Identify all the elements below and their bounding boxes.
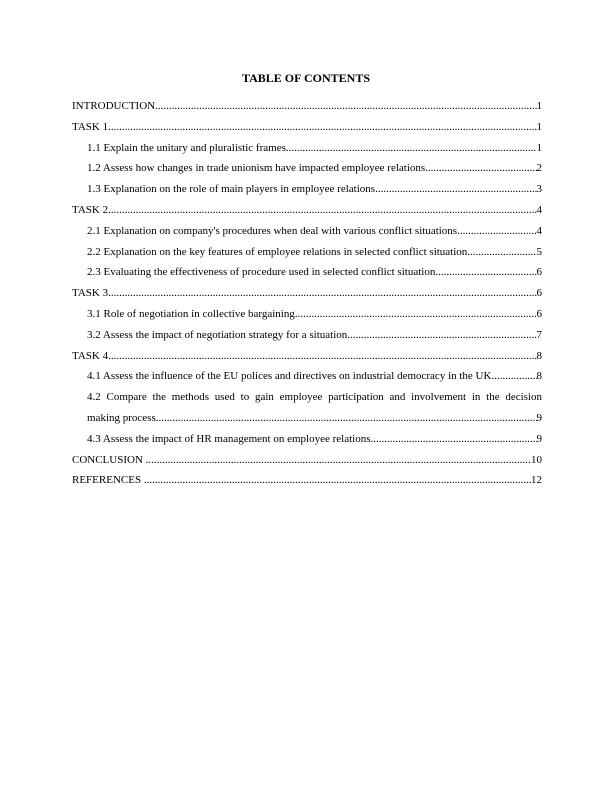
toc-page-number: 8	[536, 370, 542, 383]
toc-leader-dots	[467, 242, 536, 263]
toc-page-number: 4	[536, 224, 542, 237]
toc-leader-dots	[108, 283, 536, 304]
toc-entry-label: 2.2 Explanation on the key features of employee relations in selected conflict situation	[87, 245, 468, 258]
toc-page-number: 1	[536, 100, 542, 112]
toc-leader-dots	[295, 304, 537, 325]
toc-entry-label: CONCLUSION	[72, 453, 146, 466]
toc-entry-label: TASK 4	[72, 349, 109, 362]
toc-entry-2-3[interactable]	[72, 262, 542, 283]
toc-entry-label: 1.1 Explain the unitary and pluralistic frames	[87, 141, 286, 154]
toc-entry-4-2[interactable]	[72, 408, 542, 429]
toc-entry-references[interactable]	[72, 470, 542, 491]
toc-entry-label: 4.3 Assess the impact of HR management on employee relations	[87, 432, 371, 445]
toc-page-number: 12	[531, 474, 542, 487]
toc-entry-label: REFERENCES	[72, 474, 144, 487]
toc-leader-dots	[144, 470, 531, 491]
toc-entry-4-2-line-1[interactable]: 4.2 Compare the methods used to gain employee participation and involvement in the decision	[87, 391, 542, 404]
toc-page-number: 6	[536, 266, 542, 279]
toc-entry-1-2[interactable]	[72, 158, 542, 179]
toc-page-number: 1	[536, 120, 542, 133]
toc-title: TABLE OF CONTENTS	[241, 71, 371, 85]
toc-page-number: 1	[536, 141, 542, 154]
toc-page-number: 9	[536, 411, 542, 424]
toc-page-number: 6	[536, 307, 542, 320]
toc-page-number: 6	[536, 287, 542, 300]
toc-entry-label: 1.2 Assess how changes in trade unionism have impacted employee relations	[87, 162, 426, 175]
table-of-contents	[72, 96, 542, 491]
toc-entry-label: INTRODUCTION	[72, 100, 156, 112]
toc-entry-label: TASK 1	[72, 120, 109, 133]
toc-page-number: 2	[536, 162, 542, 175]
toc-entry-label: TASK 2	[72, 203, 109, 216]
toc-page-number: 10	[531, 453, 542, 466]
toc-entry-label: 4.1 Assess the influence of the EU polices and directives on industrial democracy in the UK	[87, 370, 492, 383]
toc-leader-dots	[156, 408, 537, 429]
toc-entry-3-2[interactable]	[72, 325, 542, 346]
toc-entry-label: making process	[87, 411, 156, 424]
toc-page-number: 8	[536, 349, 542, 362]
toc-entry-label: 3.2 Assess the impact of negotiation strategy for a situation	[87, 328, 348, 341]
toc-entry-task-3[interactable]	[72, 283, 542, 304]
toc-leader-dots	[146, 450, 531, 471]
toc-page-number: 5	[536, 245, 542, 258]
toc-leader-dots	[108, 200, 536, 221]
toc-entry-4-3[interactable]	[72, 429, 542, 450]
toc-page-number: 3	[536, 183, 542, 196]
toc-entry-conclusion[interactable]	[72, 450, 542, 471]
toc-entry-label: 2.1 Explanation on company's procedures when deal with various conflict situations	[87, 224, 458, 237]
toc-leader-dots	[371, 429, 537, 450]
toc-leader-dots	[347, 325, 536, 346]
toc-leader-dots	[286, 138, 537, 159]
toc-entry-label: 2.3 Evaluating the effectiveness of procedure used in selected conflict situation	[87, 266, 436, 279]
toc-entry-label: TASK 3	[72, 287, 109, 300]
toc-leader-dots	[375, 179, 536, 200]
toc-entry-task-1[interactable]	[72, 117, 542, 138]
toc-entry-2-1[interactable]	[72, 221, 542, 242]
toc-entry-task-4[interactable]	[72, 346, 542, 367]
toc-entry-label: 3.1 Role of negotiation in collective bargaining	[87, 307, 295, 320]
toc-entry-1-1[interactable]	[72, 138, 542, 159]
toc-leader-dots	[491, 366, 536, 387]
toc-leader-dots	[155, 96, 536, 117]
toc-entry-4-1[interactable]	[72, 366, 542, 387]
toc-page-number: 4	[536, 203, 542, 216]
toc-leader-dots	[108, 346, 536, 367]
toc-leader-dots	[108, 117, 536, 138]
toc-page-number: 9	[536, 432, 542, 445]
toc-entry-introduction[interactable]	[72, 96, 542, 117]
toc-entry-3-1[interactable]	[72, 304, 542, 325]
toc-entry-label: 1.3 Explanation on the role of main players in employee relations	[87, 183, 376, 196]
toc-leader-dots	[425, 158, 536, 179]
toc-entry-task-2[interactable]	[72, 200, 542, 221]
toc-leader-dots	[457, 221, 536, 242]
toc-leader-dots	[435, 262, 536, 283]
toc-page-number: 7	[536, 328, 542, 341]
toc-entry-2-2[interactable]	[72, 242, 542, 263]
toc-entry-1-3[interactable]	[72, 179, 542, 200]
